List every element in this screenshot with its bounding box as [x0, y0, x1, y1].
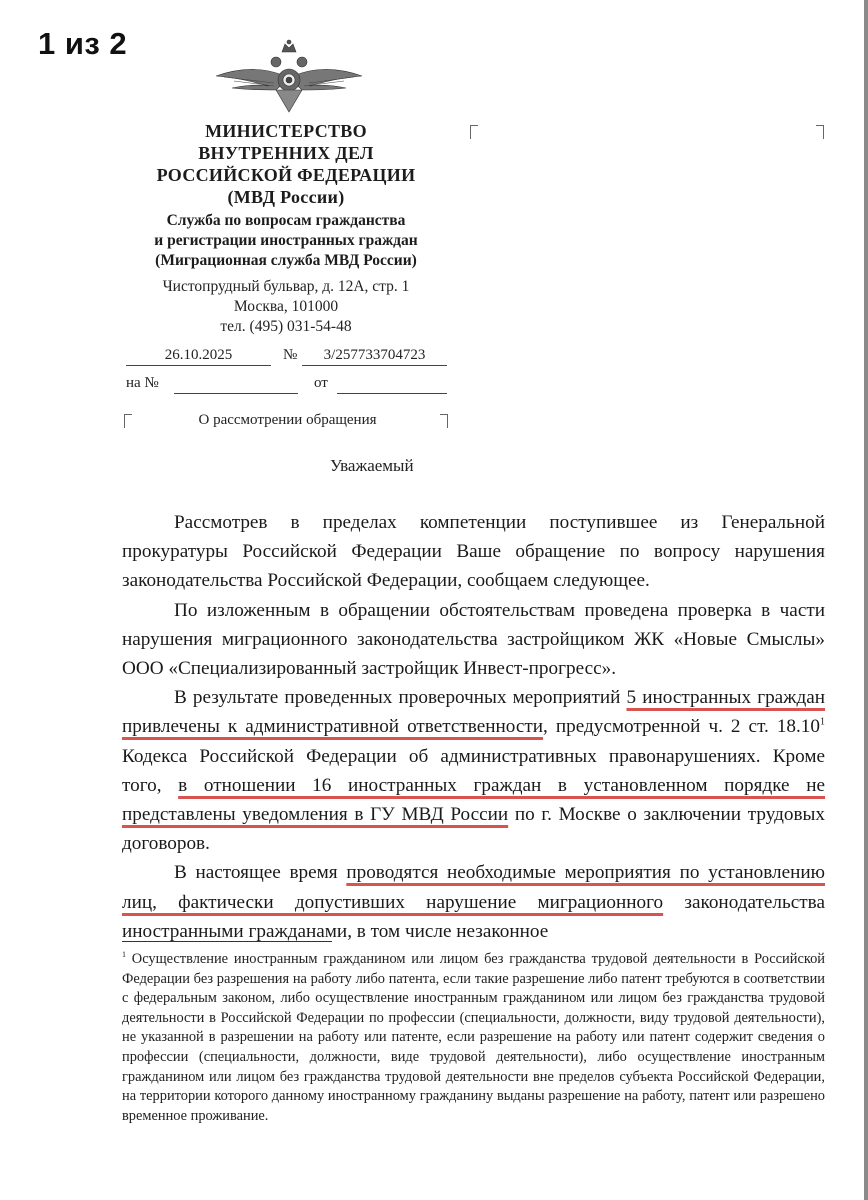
- footnote-divider: [122, 941, 332, 942]
- ministry-line: (МВД России): [227, 187, 345, 207]
- subject-bracket-right: [440, 414, 448, 428]
- addressee-bracket-right: [816, 125, 824, 139]
- mvd-emblem-icon: [214, 38, 364, 116]
- service-line: Служба по вопросам гражданства: [166, 212, 406, 229]
- scrollbar-edge: [864, 0, 868, 1200]
- address-line: тел. (495) 031-54-48: [220, 318, 352, 335]
- addressee-block-redacted: [470, 125, 824, 205]
- document-date: 26.10.2025: [126, 346, 271, 366]
- document-number: 3/257733704723: [302, 346, 447, 366]
- ministry-line: ВНУТРЕННИХ ДЕЛ: [198, 143, 374, 163]
- subject-bracket-left: [124, 414, 132, 428]
- sender-address: [116, 277, 456, 337]
- highlighted-text: 5 иностранных граждан привлечены к административной ответственности: [122, 687, 825, 738]
- text-span: В настоящее время: [174, 862, 347, 884]
- ministry-line: РОССИЙСКОЙ ФЕДЕРАЦИИ: [156, 165, 416, 185]
- service-line: (Миграционная служба МВД России): [155, 252, 417, 269]
- footnote: [122, 950, 825, 1126]
- addressee-bracket-left: [470, 125, 478, 139]
- text-span: законодательства иностранными гражданами, в том числе незаконное: [122, 891, 825, 942]
- footnote-ref: 1: [820, 717, 825, 729]
- ministry-line: МИНИСТЕРСТВО: [205, 121, 367, 141]
- footnote-text: Осуществление иностранным гражданином или лицом без гражданства трудовой деятельности в Российской Федерации без разрешения на работу либо патента, если такие разрешение либо патент требуются в соответствии с федеральным законом, либо осуществление иностранным гражданином или лицом без гражданства трудовой деятельности в Российской Федерации по профессии (специальности, должности, виду трудовой деятельности), не указанной в разрешении на работу или патенте, если разрешение на работу или патент содержит сведения о профессии (специальности, должности, виде трудовой деятельности), либо осуществление иностранным гражданином или лицом без гражданства трудовой деятельности вне пределов субъекта Российской Федерации, на территории которого данному иностранному гражданину выданы разрешение на работу, патент или разрешено временное проживание.: [122, 951, 825, 1124]
- paragraph-4: [122, 858, 825, 946]
- paragraph-2: По изложенным в обращении обстоятельствам проведена проверка в части нарушения миграционного законодательства застройщиком ЖК «Новые Смыслы» ООО «Специализированный застройщик Инвест-прогресс».: [122, 599, 825, 680]
- address-line: Чистопрудный бульвар, д. 12А, стр. 1: [162, 278, 410, 295]
- service-name: [116, 211, 456, 271]
- highlighted-text: проводятся необходимые мероприятия по установлению лиц, фактически допустивших нарушение миграционного: [122, 862, 826, 913]
- reference-label: на №: [126, 375, 159, 391]
- reference-date: [337, 374, 447, 394]
- from-label: от: [314, 375, 328, 391]
- text-span: Кодекса Российской Федерации об административных правонарушениях. Кроме того,: [122, 745, 825, 796]
- subject-line: О рассмотрении обращения: [198, 412, 377, 428]
- paragraph-3: [122, 683, 825, 858]
- ministry-name: [116, 120, 456, 208]
- address-line: Москва, 101000: [233, 298, 339, 315]
- text-span: , предусмотренной ч. 2 ст. 18.10: [543, 716, 820, 738]
- greeting: Уважаемый: [330, 456, 414, 475]
- service-line: и регистрации иностранных граждан: [154, 232, 418, 249]
- number-label: №: [283, 347, 298, 363]
- paragraph-1: Рассмотрев в пределах компетенции поступившее из Генеральной прокуратуры Российской Федерации Ваше обращение по вопросу нарушения законодательства Российской Федерации, сообщаем следующее.: [122, 512, 825, 592]
- text-span: по г. Москве о заключении трудовых договоров.: [122, 804, 825, 855]
- text-span: В результате проведенных проверочных мероприятий: [174, 687, 627, 709]
- letter-body: [122, 508, 825, 946]
- page-counter: 1 из 2: [38, 26, 128, 61]
- reference-number: [174, 374, 298, 394]
- footnote-marker: 1: [122, 950, 126, 960]
- highlighted-text: в отношении 16 иностранных граждан в установленном порядке не представлены уведомления в ГУ МВД России: [122, 774, 825, 826]
